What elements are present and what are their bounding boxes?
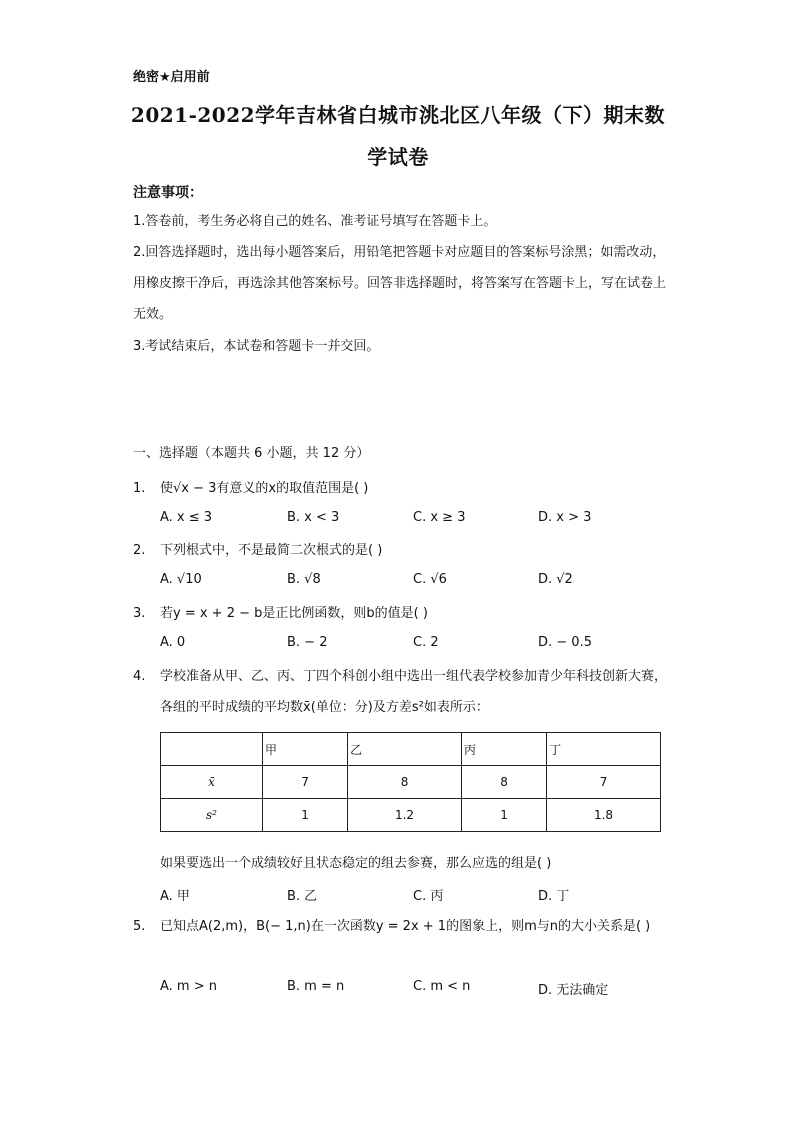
question-number: 5. [133, 919, 146, 934]
option-a[interactable]: A. m > n [160, 979, 217, 994]
table-cell: 1.2 [348, 799, 462, 832]
option-a[interactable]: A. 0 [160, 635, 186, 650]
question-1-options [160, 510, 680, 532]
table-cell: 1 [461, 799, 546, 832]
question-3-options [160, 635, 680, 657]
table-header-cell: 丙 [461, 733, 546, 766]
table-header-cell [161, 733, 263, 766]
question-text: 已知点A(2,m)，B(− 1,n)在一次函数y = 2x + 1的图象上，则m与n的大小关系是( ) [160, 919, 651, 934]
option-a[interactable]: A. √10 [160, 572, 202, 587]
question-number: 3. [133, 606, 146, 621]
question-5-options [160, 979, 680, 1001]
option-b[interactable]: B. m = n [287, 979, 345, 994]
secret-label: 绝密★启用前 [133, 70, 210, 85]
option-c[interactable]: C. √6 [413, 572, 447, 587]
exam-title-line1: 2021-2022学年吉林省白城市洮北区八年级（下）期末数 [130, 103, 666, 127]
notes-heading: 注意事项： [133, 185, 203, 201]
question-text: 若y = x + 2 − b是正比例函数，则b的值是( ) [160, 606, 428, 621]
note-item-2: 2.回答选择题时，选出每小题答案后，用铅笔把答题卡对应题目的答案标号涂黑；如需改动，用橡皮擦干净后，再选涂其他答案标号。回答非选择题时，将答案写在答题卡上，写在试卷上无效。 [133, 245, 667, 322]
table-row [161, 766, 661, 799]
question-text: 使√x − 3有意义的x的取值范围是( ) [160, 481, 369, 496]
table-header-cell: 乙 [348, 733, 462, 766]
option-c[interactable]: C. x ≥ 3 [413, 510, 466, 525]
question-number: 1. [133, 481, 146, 496]
option-d[interactable]: D. − 0.5 [538, 635, 592, 650]
table-row [161, 799, 661, 832]
table-header-row [161, 733, 661, 766]
table-header-cell: 丁 [547, 733, 661, 766]
option-d[interactable]: D. 丁 [538, 889, 570, 904]
option-b[interactable]: B. x < 3 [287, 510, 340, 525]
option-d[interactable]: D. x > 3 [538, 510, 592, 525]
option-c[interactable]: C. 2 [413, 635, 439, 650]
option-b[interactable]: B. 乙 [287, 889, 318, 904]
table-cell: 7 [547, 766, 661, 799]
option-d[interactable]: D. 无法确定 [538, 983, 609, 998]
option-c[interactable]: C. m < n [413, 979, 471, 994]
question-4-followup: 如果要选出一个成绩较好且状态稳定的组去参赛，那么应选的组是( ) [160, 856, 552, 871]
table-cell: 8 [461, 766, 546, 799]
option-b[interactable]: B. − 2 [287, 635, 328, 650]
option-b[interactable]: B. √8 [287, 572, 321, 587]
question-2-options [160, 572, 680, 594]
note-item-3: 3.考试结束后，本试卷和答题卡一并交回。 [133, 339, 380, 354]
option-a[interactable]: A. 甲 [160, 889, 190, 904]
table-cell: 1 [263, 799, 348, 832]
option-d[interactable]: D. √2 [538, 572, 573, 587]
question-4-options [160, 885, 680, 907]
question-number: 4. [133, 669, 146, 684]
option-c[interactable]: C. 丙 [413, 889, 444, 904]
table-cell: 8 [348, 766, 462, 799]
section-heading: 一、选择题（本题共 6 小题，共 12 分） [133, 446, 370, 461]
table-header-cell: 甲 [263, 733, 348, 766]
option-a[interactable]: A. x ≤ 3 [160, 510, 213, 525]
question-number: 2. [133, 543, 146, 558]
note-item-1: 1.答卷前，考生务必将自己的姓名、准考证号填写在答题卡上。 [133, 214, 497, 229]
score-table [160, 732, 661, 832]
row-label-variance: s² [161, 799, 263, 832]
table-cell: 7 [263, 766, 348, 799]
question-text: 学校准备从甲、乙、丙、丁四个科创小组中选出一组代表学校参加青少年科技创新大赛，各组的平时成绩的平均数x̄(单位：分)及方差s²如表所示： [160, 669, 668, 715]
table-cell: 1.8 [547, 799, 661, 832]
exam-title-line2: 学试卷 [367, 145, 429, 169]
row-label-mean: x̄ [161, 766, 263, 799]
question-text: 下列根式中，不是最简二次根式的是( ) [160, 543, 383, 558]
